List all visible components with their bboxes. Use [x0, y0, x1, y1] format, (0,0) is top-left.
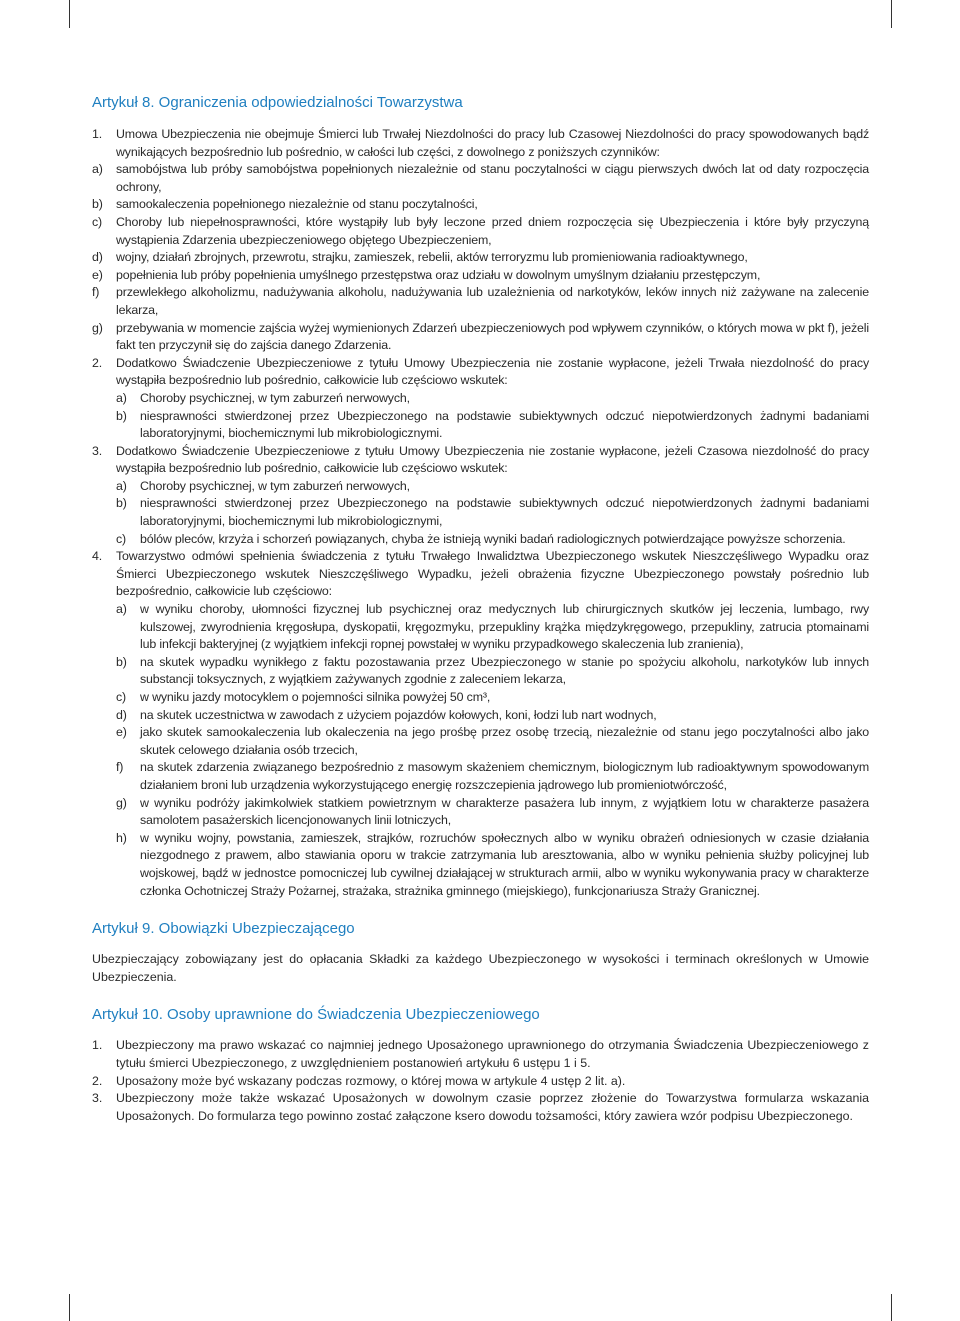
sub-letter: e) — [92, 267, 103, 282]
sub-letter: a) — [116, 478, 127, 493]
article-8-list — [92, 126, 869, 900]
sub-text: na skutek wypadku wynikłego z faktu pozostawania przez Ubezpieczonego w stanie po spożyciu alkoholu, narkotyków lub innych substancji toksycznych, z wyjątkiem zażywanych zgodnie z zaleceniem lekarza, — [140, 654, 869, 687]
sub-text: bólów pleców, krzyża i schorzeń powiązanych, chyba że istnieją wyniki badań radiologicznych potwierdzające powyższe schorzenia. — [140, 531, 846, 546]
sub-text: Choroby lub niepełnosprawności, które wystąpiły lub były leczone przed dniem rozpoczęcia się Ubezpieczenia i które były przyczyną wystąpienia Zdarzenia ubezpieczeniowego objętego Ubezpieczeniem, — [116, 214, 869, 247]
sub-letter: g) — [92, 320, 103, 335]
sub-text: w wyniku podróży jakimkolwiek statkiem powietrznym w charakterze pasażera lub innym, z wyjątkiem lotu w charakterze pasażera samolotem pasażerskich licencjonowanych linii lotniczych, — [140, 795, 869, 828]
sub-letter: b) — [116, 654, 127, 669]
sub-text: popełnienia lub próby popełnienia umyślnego przestępstwa oraz udziału w dowolnym umyślnym działaniu przestępczym, — [116, 267, 761, 282]
item-number: 3. — [92, 443, 103, 458]
crop-mark-top-right — [891, 0, 892, 28]
article-8-item-1 — [92, 126, 869, 161]
sub-letter: c) — [116, 531, 127, 546]
sub-letter: a) — [92, 162, 103, 177]
sub-letter: g) — [116, 795, 127, 810]
item-number: 1. — [92, 127, 103, 141]
item-text: Towarzystwo odmówi spełnienia świadczenia z tytułu Trwałego Inwalidztwa Ubezpieczonego wskutek Nieszczęśliwego Wypadku oraz Śmierci Ubezpieczonego wskutek Nieszczęśliwego Wypadku, jeżeli obrażenia fizyczne Ubezpieczonego powstały pośrednio lub bezpośrednio, całkowicie lub częściowo: — [116, 549, 869, 599]
sub-letter: a) — [116, 602, 127, 617]
sub-letter: d) — [116, 707, 127, 722]
item-number: 2. — [92, 355, 103, 370]
sub-text: Choroby psychicznej, w tym zaburzeń nerwowych, — [140, 478, 410, 493]
crop-mark-top-left — [69, 0, 70, 28]
document-page — [92, 94, 869, 1125]
sub-text: niesprawności stwierdzonej przez Ubezpieczonego na podstawie subiektywnych odczuć niepotwierdzonych żadnymi badaniami laboratoryjnymi, biochemicznymi lub mikrobiologicznymi. — [140, 408, 869, 441]
sub-letter: e) — [116, 725, 127, 740]
article-10-item-2 — [92, 1073, 869, 1091]
crop-mark-bottom-right — [891, 1294, 892, 1321]
item-text: Umowa Ubezpieczenia nie obejmuje Śmierci lub Trwałej Niezdolności do pracy lub Czasowej Niezdolności do pracy spowodowanych bądź wynikających bezpośrednio lub pośrednio, w całości lub części, z dowolnego z poniższych czynników: — [116, 127, 869, 159]
sub-letter: c) — [116, 690, 127, 704]
sub-text: niesprawności stwierdzonej przez Ubezpieczonego na podstawie subiektywnych odczuć niepotwierdzonych żadnymi badaniami laboratoryjnymi, biochemicznymi lub mikrobiologicznymi, — [140, 496, 869, 529]
item-number: 2. — [92, 1073, 103, 1088]
article-8-item-1-sublist — [92, 161, 869, 355]
article-10-item-3 — [92, 1090, 869, 1125]
sub-letter: c) — [92, 214, 103, 229]
sub-letter: h) — [116, 830, 127, 845]
item-number: 1. — [92, 1038, 103, 1053]
sub-text: Choroby psychicznej, w tym zaburzeń nerwowych, — [140, 390, 410, 405]
article-10-title: Artykuł 10. Osoby uprawnione do Świadczenia Ubezpieczeniowego — [92, 1006, 540, 1024]
sub-letter: a) — [116, 390, 127, 405]
article-9-text: Ubezpieczający zobowiązany jest do opłacania Składki za każdego Ubezpieczonego w wysokości i terminach określonych w Umowie Ubezpieczenia. — [92, 952, 869, 984]
item-number: 4. — [92, 549, 103, 564]
crop-mark-bottom-left — [69, 1294, 70, 1321]
item-text: Ubezpieczony może także wskazać Uposażonych w dowolnym czasie poprzez złożenie do Towarzystwa formularza wskazania Uposażonych. Do formularza tego powinno zostać załączone ksero dowodu tożsamości, który zawiera wzór podpisu Ubezpieczonego. — [116, 1091, 869, 1123]
article-10-list — [92, 1037, 869, 1125]
article-8-item-2 — [92, 355, 869, 443]
item-text: Dodatkowo Świadczenie Ubezpieczeniowe z tytułu Umowy Ubezpieczenia nie zostanie wypłacone, jeżeli Trwała niezdolność do pracy wystąpiła bezpośrednio lub pośrednio, całkowicie lub częściowo wskutek: — [116, 355, 869, 388]
sub-letter: f) — [116, 760, 124, 775]
item-number: 3. — [92, 1091, 103, 1106]
sub-text: w wyniku jazdy motocyklem o pojemności silnika powyżej 50 cm³, — [140, 690, 491, 704]
article-10-item-1 — [92, 1037, 869, 1072]
sub-text: jako skutek samookaleczenia lub okaleczenia na jego prośbę przez osobę trzecią, niezależnie od stanu jego poczytalności albo jako skutek celowego działania osób trzecich, — [140, 725, 869, 757]
sub-letter: f) — [92, 285, 100, 300]
item-text: Uposażony może być wskazany podczas rozmowy, o której mowa w artykule 4 ustęp 2 lit. a). — [116, 1073, 626, 1088]
sub-text: w wyniku choroby, ułomności fizycznej lub psychicznej oraz medycznych lub chirurgicznych skutków jej leczenia, lumbago, rwy kulszowej, zwyrodnienia kręgosłupa, dyskopatii, kręgozmyku, przepukliny krążka międzykręgowego, przepukliny, zatrucia ptomainami lub infekcji bakteryjnej (z wyjątkiem infekcji ropnej powstałej w wyniku przypadkowego skaleczenia lub zranienia), — [140, 602, 869, 652]
article-9-title: Artykuł 9. Obowiązki Ubezpieczającego — [92, 920, 355, 938]
article-8-title: Artykuł 8. Ograniczenia odpowiedzialności Towarzystwa — [92, 94, 463, 111]
sub-text: przebywania w momencie zajścia wyżej wymienionych Zdarzeń ubezpieczeniowych pod wpływem czynników, o których mowa w pkt f), jeżeli fakt ten przyczynił się do zajścia danego Zdarzenia. — [116, 320, 869, 353]
sub-letter: d) — [92, 250, 103, 265]
item-text: Dodatkowo Świadczenie Ubezpieczeniowe z tytułu Umowy Ubezpieczenia nie zostanie wypłacone, jeżeli Czasowa niezdolność do pracy wystąpiła bezpośrednio lub pośrednio, całkowicie lub częściowo wskutek: — [116, 443, 869, 476]
sub-text: samobójstwa lub próby samobójstwa popełnionych niezależnie od stanu poczytalności w ciągu pierwszych dwóch lat od daty rozpoczęcia ochrony, — [116, 162, 869, 194]
sub-text: samookaleczenia popełnionego niezależnie od stanu poczytalności, — [116, 197, 478, 212]
sub-letter: b) — [92, 197, 103, 212]
sub-text: na skutek zdarzenia związanego bezpośrednio z masowym skażeniem chemicznym, biologicznym lub radioaktywnym spowodowanym działaniem broni lub urządzenia wykorzystującego energię rozszczepienia jądrowego lub promieniotwórczość, — [140, 760, 869, 792]
sub-text: na skutek uczestnictwa w zawodach z użyciem pojazdów kołowych, koni, łodzi lub nart wodnych, — [140, 707, 657, 722]
sub-text: wojny, działań zbrojnych, przewrotu, strajku, zamieszek, rebelii, aktów terroryzmu lub promieniowania radioaktywnego, — [116, 250, 748, 265]
sub-text: przewlekłego alkoholizmu, nadużywania alkoholu, nadużywania lub uzależnienia od narkotyków, leków innych niż zażywane na zalecenie lekarza, — [116, 285, 869, 317]
sub-text: w wyniku wojny, powstania, zamieszek, strajków, rozruchów społecznych albo w wyniku obrażeń odniesionych w czasie działania niezgodnego z prawem, albo stawiania oporu w trakcie zatrzymania lub aresztowania, albo w wyniku pełnienia służby policyjnej lub wojskowej, bądź w jednostce pomocniczej lub cywilnej działającej w strukturach armii, albo w wyniku wykonywania pracy w charakterze członka Ochotniczej Straży Pożarnej, strażaka, strażnika gminnego (miejskiego), funkcjonariusza Straży Granicznej. — [140, 830, 869, 898]
article-8-item-4 — [92, 548, 869, 900]
sub-letter: b) — [116, 496, 127, 511]
item-text: Ubezpieczony ma prawo wskazać co najmniej jednego Uposażonego uprawnionego do otrzymania Świadczenia Ubezpieczeniowego z tytułu śmierci Ubezpieczonego, z uwzględnieniem postanowień artykułu 6 ustępu 1 i 5. — [116, 1038, 869, 1070]
article-8-item-3 — [92, 443, 869, 549]
sub-letter: b) — [116, 408, 127, 423]
